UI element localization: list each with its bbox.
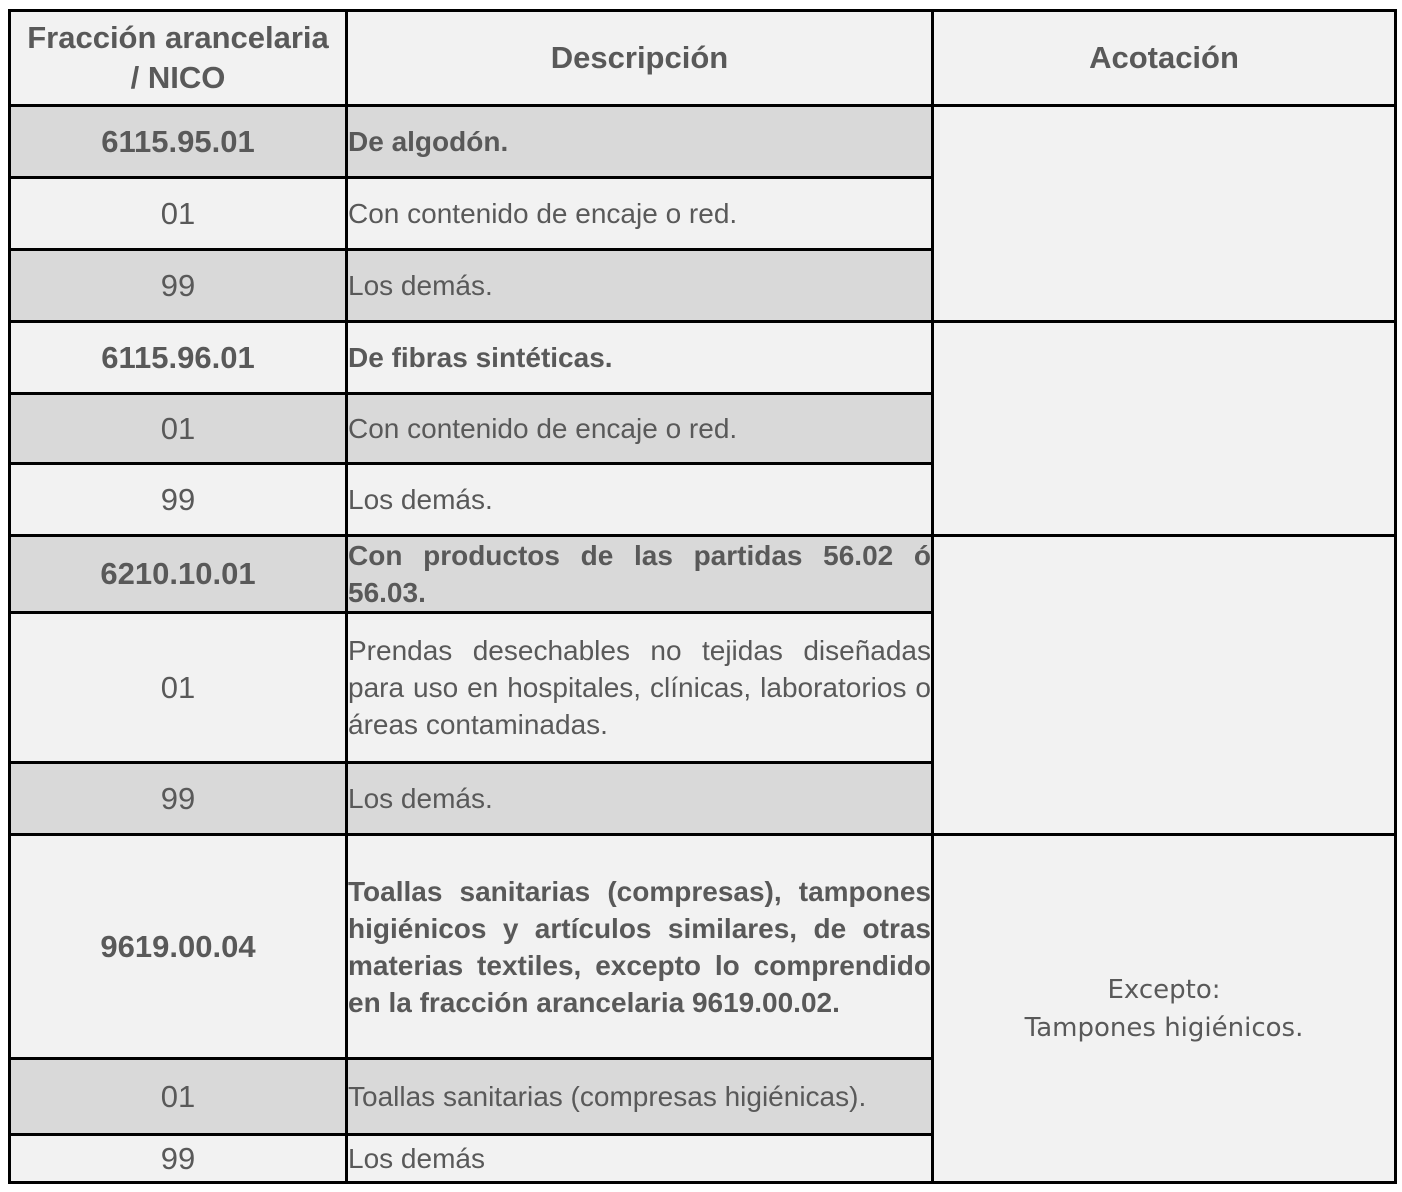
fraccion-description: Con productos de las partidas 56.02 ó 56.03.: [347, 536, 933, 613]
table-row-fraccion: [10, 322, 1396, 394]
nico-description: Toallas sanitarias (compresas higiénicas).: [347, 1059, 933, 1135]
nico-code: 01: [10, 394, 347, 464]
fraccion-description: De algodón.: [347, 106, 933, 178]
nico-code: 99: [10, 464, 347, 536]
acotacion-cell: [933, 835, 1396, 1183]
tariff-table: [8, 9, 1397, 1184]
header-fraccion: Fracción arancelaria / NICO: [10, 11, 347, 106]
fraccion-code: 6115.95.01: [10, 106, 347, 178]
acotacion-cell: [933, 536, 1396, 835]
fraccion-description: Toallas sanitarias (compresas), tampones higiénicos y artículos similares, de otras materias textiles, excepto lo comprendido en la fracción arancelaria 9619.00.02.: [347, 835, 933, 1059]
nico-description: Prendas desechables no tejidas diseñadas para uso en hospitales, clínicas, laboratorios o áreas contaminadas.: [347, 613, 933, 763]
nico-code: 99: [10, 250, 347, 322]
nico-description: Los demás.: [347, 763, 933, 835]
acotacion-cell: [933, 106, 1396, 322]
table-row-fraccion: [10, 536, 1396, 613]
fraccion-code: 6115.96.01: [10, 322, 347, 394]
fraccion-description: De fibras sintéticas.: [347, 322, 933, 394]
nico-code: 01: [10, 178, 347, 250]
nico-description: Los demás.: [347, 250, 933, 322]
table-row-fraccion: [10, 835, 1396, 1059]
fraccion-code: 9619.00.04: [10, 835, 347, 1059]
nico-description: Con contenido de encaje o red.: [347, 178, 933, 250]
table-row-fraccion: [10, 106, 1396, 178]
acotacion-line-label: Excepto:: [1107, 974, 1221, 1005]
fraccion-code: 6210.10.01: [10, 536, 347, 613]
nico-code: 01: [10, 613, 347, 763]
nico-description: Los demás.: [347, 464, 933, 536]
nico-description: Los demás: [347, 1135, 933, 1183]
acotacion-cell: [933, 322, 1396, 536]
header-acotacion: Acotación: [933, 11, 1396, 106]
nico-code: 01: [10, 1059, 347, 1135]
header-descripcion: Descripción: [347, 11, 933, 106]
acotacion-line-value: Tampones higiénicos.: [1024, 1012, 1304, 1043]
nico-code: 99: [10, 1135, 347, 1183]
header-row: [10, 11, 1396, 106]
nico-description: Con contenido de encaje o red.: [347, 394, 933, 464]
nico-code: 99: [10, 763, 347, 835]
